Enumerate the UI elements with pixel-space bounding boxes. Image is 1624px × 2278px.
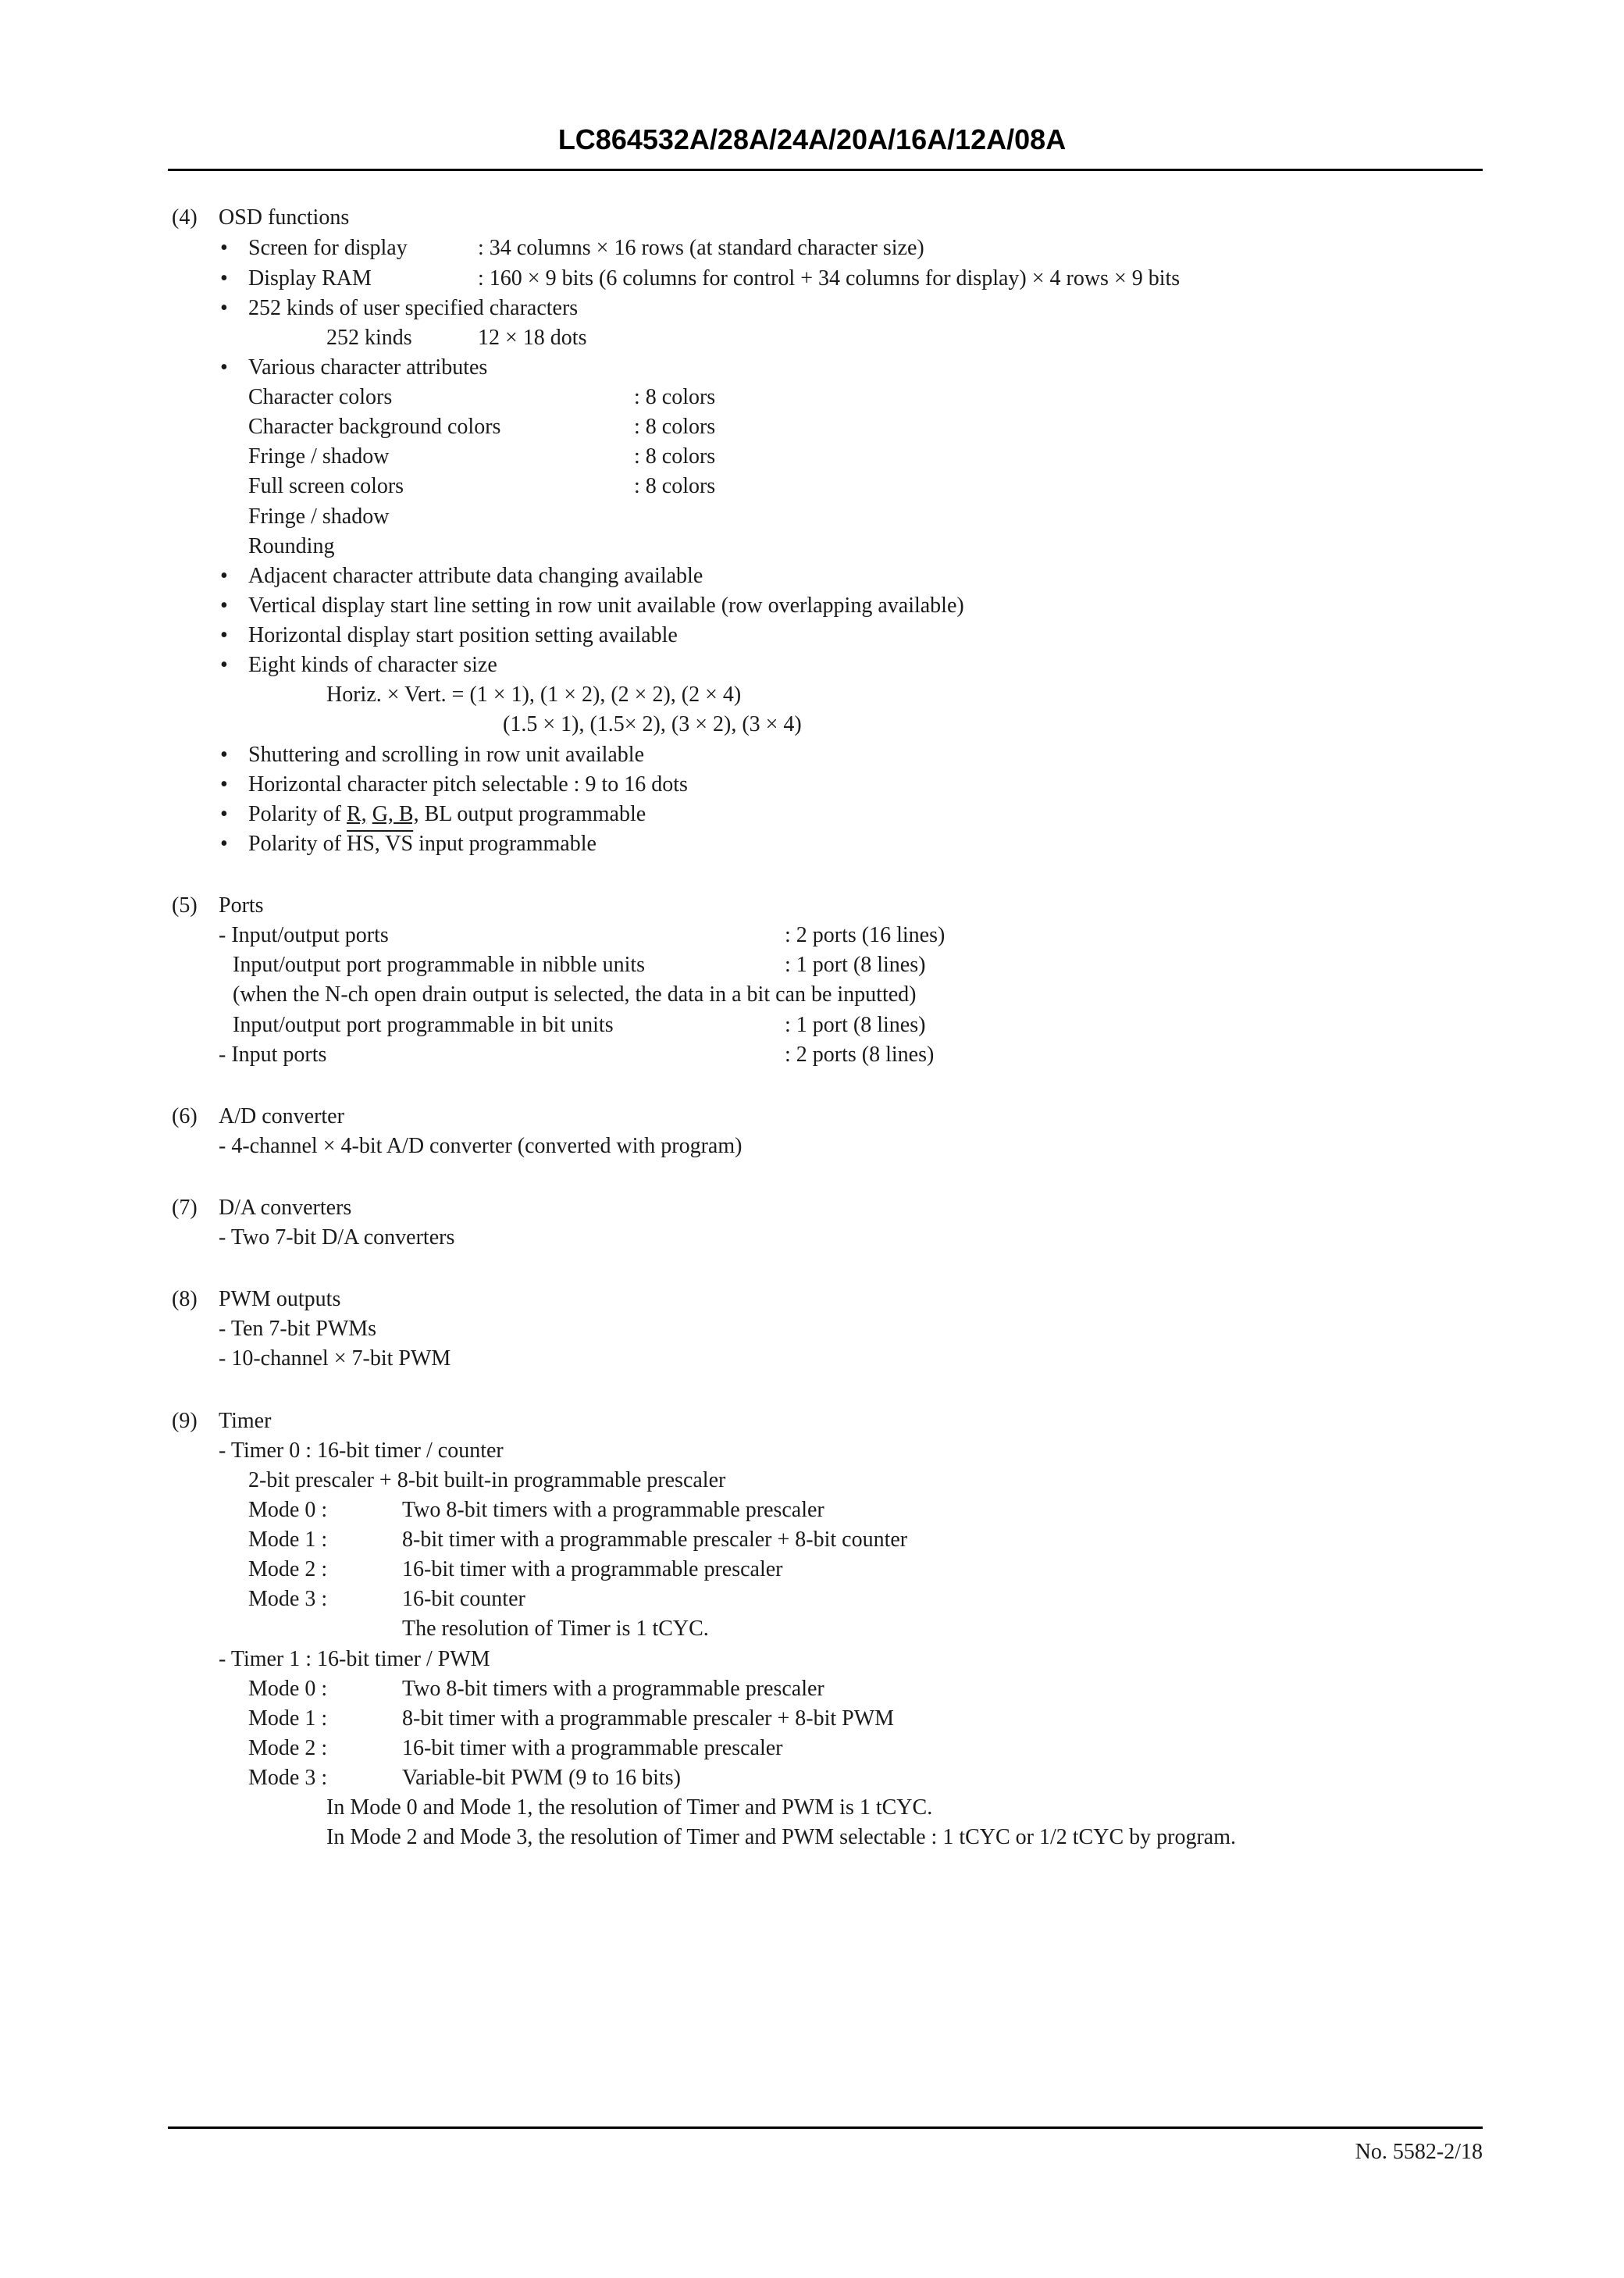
section-title-ports: Ports bbox=[219, 893, 264, 918]
ports-row-label: - Input ports bbox=[219, 1043, 327, 1067]
timer1-mode-desc: 16-bit timer with a programmable prescaler bbox=[402, 1736, 783, 1760]
timer1-mode-desc: Variable-bit PWM (9 to 16 bits) bbox=[402, 1766, 681, 1790]
polarity-rgb-suffix: BL output programmable bbox=[418, 802, 646, 826]
timer1-mode-label: Mode 2 : bbox=[248, 1736, 328, 1760]
timer0-mode-desc: Two 8-bit timers with a programmable prescaler bbox=[402, 1498, 824, 1522]
osd-screen-value: : 34 columns × 16 rows (at standard character size) bbox=[478, 236, 924, 260]
section-number-timer: (9) bbox=[172, 1409, 198, 1433]
ports-row-value: : 1 port (8 lines) bbox=[785, 1013, 926, 1037]
osd-user-chars: • 252 kinds of user specified characters bbox=[248, 295, 578, 322]
adc-line: - 4-channel × 4-bit A/D converter (converted with program) bbox=[219, 1134, 743, 1158]
osd-ram-value: : 160 × 9 bits (6 columns for control + 34 columns for display) × 4 rows × 9 bits bbox=[478, 266, 1181, 291]
timer0-note: The resolution of Timer is 1 tCYC. bbox=[402, 1617, 709, 1641]
ports-row-label: Input/output port programmable in nibble units bbox=[233, 953, 646, 977]
header-divider bbox=[168, 169, 1483, 171]
attr-label: Fringe / shadow bbox=[248, 444, 390, 469]
timer1-title: - Timer 1 : 16-bit timer / PWM bbox=[219, 1647, 490, 1671]
attr-label: Character colors bbox=[248, 385, 393, 409]
section-title-adc: A/D converter bbox=[219, 1104, 344, 1128]
osd-adjacent: • Adjacent character attribute data changing available bbox=[248, 563, 703, 590]
osd-horizontal: • Horizontal display start position setting available bbox=[248, 622, 678, 649]
osd-user-kinds: 252 kinds bbox=[326, 326, 412, 350]
timer0-mode-label: Mode 0 : bbox=[248, 1498, 328, 1522]
timer0-mode-label: Mode 3 : bbox=[248, 1587, 328, 1611]
section-number-dac: (7) bbox=[172, 1196, 198, 1220]
section-number-osd: (4) bbox=[172, 205, 198, 230]
attr-label: Rounding bbox=[248, 534, 335, 558]
attr-label: Character background colors bbox=[248, 415, 501, 439]
timer1-note: In Mode 0 and Mode 1, the resolution of Timer and PWM is 1 tCYC. bbox=[326, 1795, 933, 1820]
pwm-line: - 10-channel × 7-bit PWM bbox=[219, 1346, 451, 1371]
ports-row-value: : 1 port (8 lines) bbox=[785, 953, 926, 977]
osd-pitch: • Horizontal character pitch selectable : 9 to 16 dots bbox=[248, 772, 688, 798]
attr-label: Fringe / shadow bbox=[248, 504, 390, 529]
timer1-mode-desc: Two 8-bit timers with a programmable prescaler bbox=[402, 1677, 824, 1701]
section-title-timer: Timer bbox=[219, 1409, 272, 1433]
ports-row-value: : 2 ports (16 lines) bbox=[785, 923, 946, 947]
attr-value: : 8 colors bbox=[634, 444, 716, 469]
pwm-line: - Ten 7-bit PWMs bbox=[219, 1317, 377, 1341]
attr-label: Full screen colors bbox=[248, 474, 404, 498]
timer0-mode-label: Mode 2 : bbox=[248, 1557, 328, 1581]
timer1-note: In Mode 2 and Mode 3, the resolution of Timer and PWM selectable : 1 tCYC or 1/2 tCYC by program. bbox=[326, 1825, 1236, 1849]
page-number: No. 5582-2/18 bbox=[1355, 2140, 1483, 2164]
timer1-mode-label: Mode 1 : bbox=[248, 1706, 328, 1731]
ports-row-label: Input/output port programmable in bit units bbox=[233, 1013, 614, 1037]
timer1-mode-desc: 8-bit timer with a programmable prescaler + 8-bit PWM bbox=[402, 1706, 895, 1731]
osd-vertical: • Vertical display start line setting in row unit available (row overlapping available) bbox=[248, 593, 964, 619]
polarity-hs-suffix: input programmable bbox=[413, 832, 597, 856]
timer0-mode-desc: 8-bit timer with a programmable prescaler + 8-bit counter bbox=[402, 1528, 908, 1552]
osd-shuttering: • Shuttering and scrolling in row unit available bbox=[248, 742, 644, 768]
polarity-hs-prefix: Polarity of bbox=[248, 832, 347, 856]
ports-row-label: - Input/output ports bbox=[219, 923, 389, 947]
timer0-mode-label: Mode 1 : bbox=[248, 1528, 328, 1552]
timer0-mode-desc: 16-bit timer with a programmable prescaler bbox=[402, 1557, 783, 1581]
osd-attr-title: • Various character attributes bbox=[248, 355, 487, 381]
timer1-mode-label: Mode 0 : bbox=[248, 1677, 328, 1701]
section-number-ports: (5) bbox=[172, 893, 198, 918]
polarity-rgb-r: R, bbox=[347, 802, 367, 826]
osd-polarity-rgb bbox=[248, 801, 646, 828]
section-number-pwm: (8) bbox=[172, 1287, 198, 1311]
attr-value: : 8 colors bbox=[634, 415, 716, 439]
section-title-osd: OSD functions bbox=[219, 205, 350, 230]
osd-size-line2: (1.5 × 1), (1.5× 2), (3 × 2), (3 × 4) bbox=[503, 712, 802, 736]
osd-eight-kinds: • Eight kinds of character size bbox=[248, 652, 497, 679]
page-title: LC864532A/28A/24A/20A/16A/12A/08A bbox=[557, 123, 1067, 155]
timer0-mode-desc: 16-bit counter bbox=[402, 1587, 525, 1611]
osd-ram-label: • Display RAM bbox=[248, 266, 372, 292]
section-title-dac: D/A converters bbox=[219, 1196, 352, 1220]
timer0-title: - Timer 0 : 16-bit timer / counter bbox=[219, 1438, 504, 1463]
osd-polarity-hs bbox=[248, 831, 597, 857]
footer-divider bbox=[168, 2126, 1483, 2129]
attr-value: : 8 colors bbox=[634, 474, 716, 498]
section-number-adc: (6) bbox=[172, 1104, 198, 1128]
osd-screen-label: • Screen for display bbox=[248, 235, 408, 262]
ports-row-note: (when the N-ch open drain output is selected, the data in a bit can be inputted) bbox=[233, 982, 917, 1007]
polarity-rgb-prefix: Polarity of bbox=[248, 802, 347, 826]
section-title-pwm: PWM outputs bbox=[219, 1287, 341, 1311]
attr-value: : 8 colors bbox=[634, 385, 716, 409]
osd-size-line1: Horiz. × Vert. = (1 × 1), (1 × 2), (2 × 2), (2 × 4) bbox=[326, 683, 742, 707]
timer1-mode-label: Mode 3 : bbox=[248, 1766, 328, 1790]
dac-line: - Two 7-bit D/A converters bbox=[219, 1225, 455, 1250]
polarity-hs-mark: HS, VS bbox=[347, 832, 414, 856]
ports-row-value: : 2 ports (8 lines) bbox=[785, 1043, 935, 1067]
polarity-rgb-g: G, B, bbox=[372, 802, 419, 826]
osd-user-dots: 12 × 18 dots bbox=[478, 326, 587, 350]
timer0-prescaler: 2-bit prescaler + 8-bit built-in programmable prescaler bbox=[248, 1468, 726, 1492]
